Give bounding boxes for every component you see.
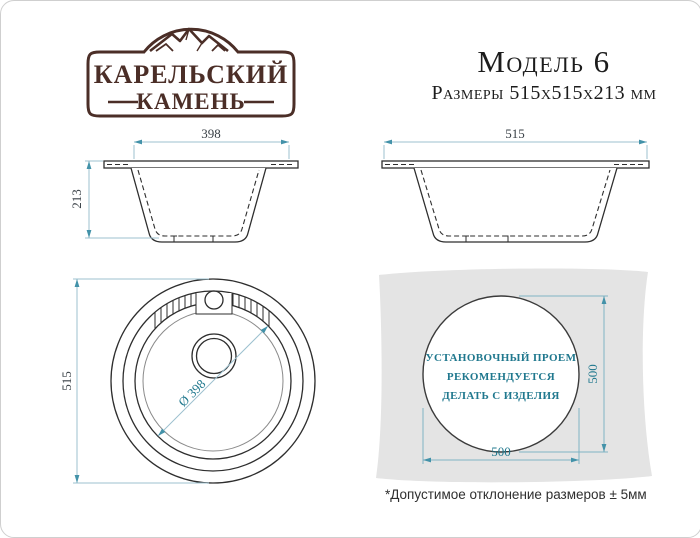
top-height-label: 515 xyxy=(59,371,74,391)
brand-logo xyxy=(86,26,296,118)
cutout-drawing xyxy=(369,263,661,487)
model-title: Модель 6 xyxy=(477,44,611,79)
cutout-note-line2: РЕКОМЕНДУЕТСЯ xyxy=(446,371,556,383)
cutout-note-line3: ДЕЛАТЬ С ИЗДЕЛИЯ xyxy=(442,390,560,402)
drain-hole-outer xyxy=(192,334,236,378)
top-height-dimension xyxy=(59,279,209,483)
sink-flange xyxy=(104,161,298,168)
side-width-label: 515 xyxy=(505,126,525,141)
cutout-note-line1: УСТАНОВОЧНЫЙ ПРОЕМ xyxy=(425,352,577,364)
logo-line2: КАМЕНЬ xyxy=(136,89,246,114)
side-section-drawing xyxy=(369,126,661,253)
front-width-label: 398 xyxy=(201,126,221,141)
cutout-width-label: 500 xyxy=(491,444,511,459)
side-width-dimension xyxy=(384,126,647,159)
front-width-dimension xyxy=(134,126,289,159)
size-subtitle: Размеры 515х515х213 мм xyxy=(431,82,657,105)
diameter-dimension xyxy=(158,326,268,436)
header xyxy=(413,45,675,105)
sink-bowl-profile xyxy=(131,168,266,242)
logo-line1: КАРЕЛЬСКИЙ xyxy=(93,60,289,89)
front-section-drawing xyxy=(61,126,311,253)
sink-bowl-profile xyxy=(414,168,617,242)
diameter-label: Ø 398 xyxy=(175,376,209,410)
tolerance-footnote: *Допустимое отклонение размеров ± 5мм xyxy=(385,487,647,502)
front-height-label: 213 xyxy=(69,189,84,209)
cutout-height-label: 500 xyxy=(585,364,600,384)
top-view-drawing xyxy=(59,267,363,493)
sink-flange xyxy=(382,161,649,168)
